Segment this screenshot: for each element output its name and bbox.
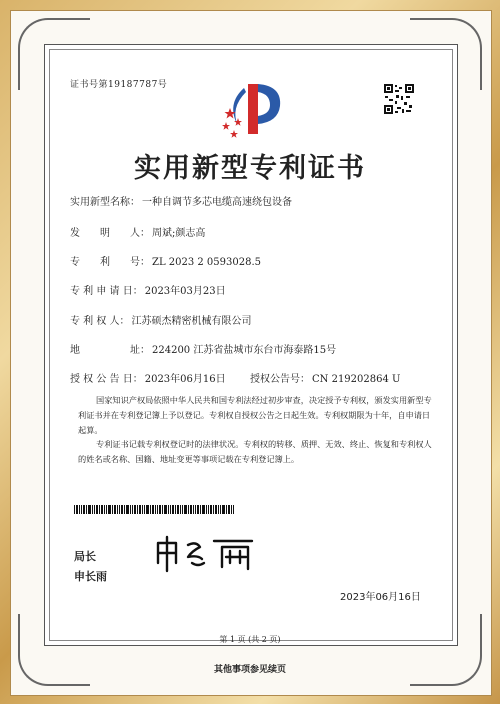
application-date-label: 专 利 申 请 日： [70,286,143,297]
row-patent-number [70,253,261,268]
ornament-bottom-right [410,614,482,686]
row-application-date [70,282,226,297]
certificate-title: 实用新型专利证书 [134,153,366,184]
inventor-value: 周斌;颜志高 [152,228,206,239]
patent-number-label: 专 利 号： [70,257,150,268]
patentee-label: 专 利 权 人： [70,316,130,327]
inventor-label: 发 明 人： [70,228,150,239]
certificate-number: 证书号第19187787号 [70,80,168,90]
ornament-bottom-left [18,614,90,686]
page-number: 第 1 页 (共 2 页) [219,635,281,644]
row-grant-date [70,370,226,385]
signing-date: 2023年06月16日 [340,592,421,603]
cnipa-logo-icon [218,78,288,140]
utility-name-value: 一种自调节多芯电缆高速绕包设备 [142,197,292,208]
qr-code-icon [384,84,414,114]
ornament-top-right [410,18,482,90]
row-utility-name [70,193,292,208]
utility-name-label: 实用新型名称： [70,197,140,208]
barcode-icon [74,505,234,514]
handwritten-signature [152,533,262,573]
grant-date-label: 授 权 公 告 日： [70,374,143,385]
grant-number-value: CN 219202864 U [312,374,401,385]
row-inventor [70,224,205,239]
row-patentee [70,312,252,327]
address-value: 224200 江苏省盐城市东台市海泰路15号 [152,345,337,356]
director-title: 局长 [74,550,96,563]
patent-number-value: ZL 2023 2 0593028.5 [152,257,262,268]
row-grant-number [250,370,400,385]
application-date-value: 2023年03月23日 [144,286,226,297]
grant-number-label: 授权公告号： [250,374,310,385]
patentee-value: 江苏硕杰精密机械有限公司 [131,316,252,327]
grant-date-value: 2023年06月16日 [144,374,226,385]
paragraph-legal-status: 专利证书记载专利权登记时的法律状况。专利权的转移、质押、无效、终止、恢复和专利权人的姓名或名称、国籍、地址变更等事项记载在专利登记簿上。 [78,439,432,464]
footer-note: 其他事项参见续页 [213,665,286,675]
address-label: 地 址： [70,345,150,356]
row-address [70,341,336,356]
paragraph-grant-statement: 国家知识产权局依照中华人民共和国专利法经过初步审查，决定授予专利权，颁发实用新型专利证书并在专利登记簿上予以登记。专利权自授权公告之日起生效。专利权期限为十年，自申请日起算。 [78,395,432,435]
director-name: 申长雨 [74,570,107,583]
